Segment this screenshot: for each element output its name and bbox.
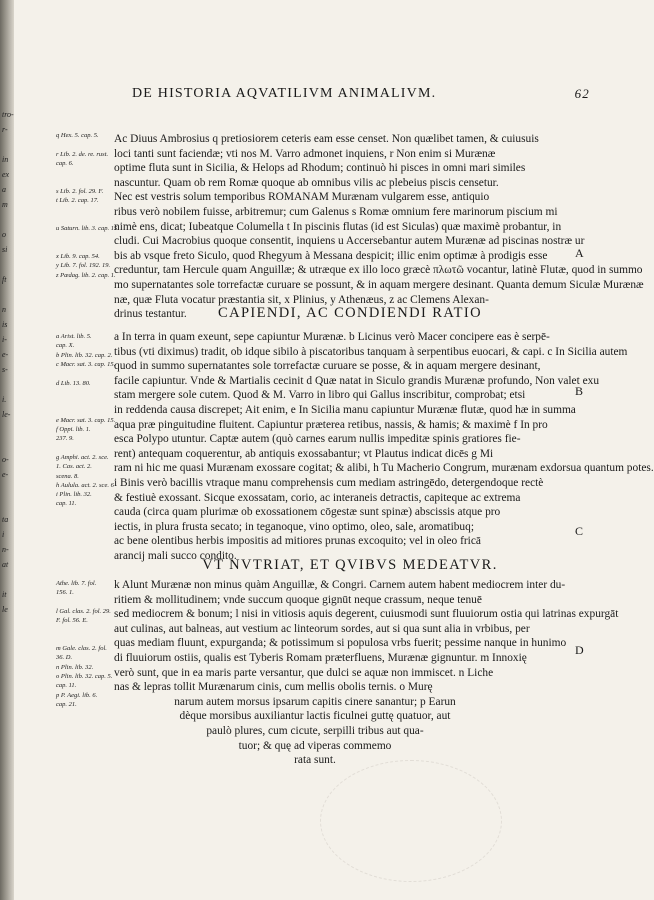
- text-line: nas & lepras tollit Murænarum cinis, cum mellis obolis ternis. o Murę: [114, 681, 433, 694]
- text-line: in reddenda causa discrepet; Ait enim, e In Sicilia manu capiuntur Murænæ flutæ, quod hæ in summa: [114, 403, 576, 416]
- page-number: 62: [574, 86, 590, 101]
- book-spine: [0, 0, 14, 900]
- margin-note: c Macr. sat. 3. cap. 15.: [56, 360, 116, 368]
- spine-fragment: i.: [2, 395, 7, 404]
- text-line: Nec est vestris solum temporibus ROMANAM Murænam vulgarem esse, antiquio: [114, 191, 490, 204]
- text-line: cludi. Cui Macrobius quoque consentit, inquiens u Accersebantur autem Murænæ ad piscinas nostræ ur: [114, 235, 585, 248]
- margin-note: y Lib. 7. fol. 192. 19.: [56, 262, 111, 270]
- side-letter-c: C: [575, 524, 584, 538]
- margin-note: f Oppi. lib. 1.: [56, 426, 91, 433]
- margin-note: r Lib. 2. de. re. rust.: [56, 150, 109, 158]
- paragraph-3: [114, 578, 619, 768]
- text-line: ac bene olentibus herbis impositis ad mitiores prunas excoquito; vel in oleo fricā: [114, 535, 481, 548]
- text-line: tuor; & quę ad viperas commemo: [238, 739, 392, 752]
- margin-note: b Plin. lib. 32. cap. 2.: [56, 351, 113, 359]
- margin-note: cap. 11.: [56, 500, 77, 508]
- text-line: ritiem & mollitudinem; vnde succum quoque gignūt neque crassum, neque tenuē: [114, 593, 482, 606]
- margin-note: z Pædag. lib. 2. cap. 1.: [56, 271, 116, 279]
- paragraph-2: [114, 330, 654, 564]
- margin-note: s Lib. 2. fol. 29. F.: [56, 187, 104, 195]
- side-letter-b: B: [575, 384, 584, 398]
- margin-note: l Gal. clas. 2. fol. 29.: [56, 607, 111, 615]
- text-line: nimè ens, dicat; Iubeatque Columella t In piscinis flutas (id est Siculas) quæ maximè probantur, in: [114, 220, 562, 233]
- text-line: verò sunt, que in ea maris parte versantur, que dulci se aquæ non immiscet. n Liche: [114, 666, 494, 679]
- text-line: bis ab vsque freto Siculo, quod Rhegyum à Messana despicit; illic enim optimæ à prodigis esse: [114, 249, 548, 262]
- spine-fragment: n-: [2, 545, 9, 554]
- text-line: rata sunt.: [294, 754, 336, 767]
- text-line: i Binis verò bacillis vtraque manu comprehensis cum mediam astringēdo, detergendoque rectè: [114, 476, 544, 489]
- spine-fragment: is: [2, 320, 8, 329]
- margin-note: 36. D.: [56, 654, 73, 662]
- section-title-vt-nutriat: VT NVTRIAT, ET QVIBVS MEDEATVR.: [202, 557, 498, 573]
- text-line: optime fluta sunt in Sicilia, & Helops ad Rhodum; continuò hi pisces in omni mari similes: [114, 162, 526, 175]
- spine-fragment: at: [2, 560, 9, 569]
- spine-fragment: o-: [2, 455, 9, 464]
- text-line: tibus (vti diximus) tradit, ob idque sibilo à piscatoribus tanquam à serpentibus euocari, & capi. c In Sicilia autem: [114, 345, 628, 358]
- text-line: paulò plures, cum cicute, serpilli tribus aut qua-: [206, 724, 424, 737]
- text-line: a In terra in quam exeunt, sepe capiuntur Murænæ. b Licinus verò Macer concipere eas è serpē-: [114, 331, 550, 343]
- spine-fragment: le-: [2, 410, 11, 419]
- text-line: loci tanti sunt faciendæ; vti nos M. Varro admonet inquiens, r Non enim si Murænæ: [114, 147, 496, 160]
- spine-fragment: ta: [2, 515, 9, 524]
- text-line: ram ni hic me quasi Murænam exossare cogitat; & alibi, h Tu Macherio Congrum, murænam exdorsua quantum potes.: [114, 462, 654, 475]
- margin-note: d Lib. 13. 80.: [56, 379, 91, 387]
- margin-note: a Arist. lib. 5.: [56, 333, 92, 340]
- margin-note: h Aulula. act. 2. sce. 6: [56, 481, 114, 489]
- margin-note: 156. 1.: [56, 589, 74, 597]
- text-line: aut culinas, aut balneas, aut vestium ac linteorum sordes, aut si qua sunt alia in vrbibus, per: [114, 622, 530, 635]
- margin-note: cap. X.: [56, 342, 75, 350]
- section-title-capiendi: CAPIENDI, AC CONDIENDI RATIO: [218, 305, 482, 321]
- spine-fragment: o: [2, 230, 6, 239]
- text-line: iectis, in plura frusta secato; in teganoque, vino optimo, oleo, sale, aromatibuq;: [114, 520, 474, 533]
- show-through-stain: [320, 760, 502, 882]
- text-line: nascuntur. Quam ob rem Romæ quoque ab omnibus vilis ac plebeius piscis censetur.: [114, 176, 499, 189]
- spine-fragment: r-: [2, 125, 8, 134]
- text-line: quod in summo supernatantes sole torrefactæ curuare se posse, & in aquam mergere desinant,: [114, 360, 541, 373]
- text-line: quas mediam fluunt, expurganda; & potissimum si populosa vrbs fuerit; pessime nanque in hunimo: [114, 637, 567, 650]
- margin-note: o Plin. lib. 32. cap. 5.: [56, 673, 113, 680]
- text-line: arancij mali succo condito.: [114, 549, 237, 562]
- spine-fragment: it: [2, 590, 7, 599]
- text-line: Ac Diuus Ambrosius q pretiosiorem ceteris eam esse censet. Non quælibet tamen, & cuiusuis: [114, 133, 539, 145]
- text-line: aqua præ pinguitudine fluitent. Capiuntur præterea retibus, nassis, & hamis; & maximè f In pro: [114, 418, 548, 431]
- spine-fragment: in: [2, 155, 9, 164]
- margin-note: Athe. lib. 7. fol.: [56, 580, 97, 587]
- margin-note: x Lib. 9. cap. 54.: [56, 252, 100, 260]
- spine-fragment: ex: [2, 170, 10, 179]
- margin-note: u Saturn. lib. 3. cap. 15.: [56, 225, 119, 232]
- side-letter-a: A: [575, 246, 584, 260]
- margin-note: cap. 21.: [56, 700, 77, 708]
- margin-note: e Macr. sat. 3. cap. 15.: [56, 416, 116, 424]
- spine-fragment: m: [2, 200, 8, 209]
- spine-fragment: e-: [2, 350, 9, 359]
- text-line: creduntur, tam Hercule quam Anguillæ; & utræque ex illo loco græcè πλωτῶ vocantur, latinè Flutæ, quod in summo: [114, 264, 643, 277]
- spine-fragment: ft: [2, 275, 7, 284]
- text-line: stam mergere sole cutem. Quod & M. Varro in libro qui Gallus inscribitur, comprobat; etsi: [114, 389, 526, 402]
- spine-fragment: tro-: [2, 110, 14, 119]
- text-line: narum autem morsus ipsarum capitis cinere sanantur; p Earun: [174, 695, 456, 708]
- spine-fragment: e-: [2, 470, 9, 479]
- side-letter-d: D: [575, 643, 584, 657]
- text-line: næ, quæ Fluta vocatur præstantia sit, x Plinius, y Athenæus, z ac Clemens Alexan-: [114, 293, 489, 306]
- text-line: cauda (circa quam plurimæ ob exossationem cōgestæ sunt spinæ) abscissis atque pro: [114, 506, 501, 519]
- margin-note: p P. Aegi. lib. 6.: [56, 691, 98, 699]
- paragraph-1: [114, 132, 644, 322]
- spine-fragment: i: [2, 530, 5, 539]
- margin-note: i Plin. lib. 32.: [56, 491, 92, 499]
- running-head-title: DE HISTORIA AQVATILIVM ANIMALIVM.: [132, 86, 437, 101]
- margin-note: cap. 6.: [56, 159, 74, 167]
- margin-note: n Plin. lib. 32.: [56, 663, 94, 671]
- text-line: di fluuiorum ostiis, qualis est Tyberis Romam præterfluens, Murænæ gignuntur. m Innoxię: [114, 651, 527, 664]
- margin-note: g Amphi. act. 2. sce.: [56, 453, 109, 461]
- margin-note: t Lib. 2. cap. 17.: [56, 197, 99, 205]
- spine-fragment: a: [2, 185, 6, 194]
- margin-note: 237. 9.: [56, 435, 74, 443]
- text-line: k Alunt Murænæ non minus quàm Anguillæ, & Congri. Carnem autem habent mediocrem inter du-: [114, 579, 566, 591]
- text-line: rent) antequam coquerentur, ab antiquis exossabantur; vt Plautus indicat dicēs g Mi: [114, 447, 494, 460]
- running-head: [132, 86, 592, 102]
- text-line: & festiuè exossant. Sicque exossatam, corio, ac interaneis detractis, capiteque ac extrema: [114, 491, 521, 504]
- spine-fragment: s-: [2, 365, 8, 374]
- text-line: ribus verò nobilem fuisse, arbitremur; cum Galenus s Romæ omnium fere marinorum piscium mi: [114, 205, 558, 218]
- text-line: sed mediocrem & bonum; l nisi in vitiosis aquis degerent, cuiusmodi sunt fluuiorum ostia qui latrinas expurgāt: [114, 608, 619, 621]
- margin-note: scena. 8.: [56, 472, 79, 480]
- spine-fragment: si: [2, 245, 8, 254]
- text-line: esca Polypo utuntur. Captæ autem (quò carnes earum nullis impeditæ spinis gratiores fie-: [114, 433, 521, 446]
- text-line: dèque morsibus auxiliantur lactis ficulnei guttę quatuor, aut: [179, 710, 451, 723]
- margin-note: cap. 11.: [56, 682, 77, 690]
- spine-fragment: n: [2, 305, 6, 314]
- text-line: facile capiuntur. Vnde & Martialis cecinit d Quæ natat in Siculo grandis Murænæ profundo, Non valet exu: [114, 374, 600, 387]
- margin-note: F. fol. 56. E.: [56, 617, 88, 625]
- spine-fragment: i-: [2, 335, 7, 344]
- margin-note: 1. Cas. act. 2.: [56, 463, 92, 471]
- margin-note: q Hex. 5. cap. 5.: [56, 132, 99, 139]
- margin-note: m Gale. clas. 2. fol.: [56, 645, 107, 653]
- text-line: mo supernatantes sole torrefactæ curuare se possunt, & in aquam mergere desinant. Quanta demum Siculæ Murænæ: [114, 278, 644, 291]
- text-line: drinus testantur.: [114, 308, 187, 321]
- spine-fragment: le: [2, 605, 8, 614]
- book-page: [20, 0, 654, 900]
